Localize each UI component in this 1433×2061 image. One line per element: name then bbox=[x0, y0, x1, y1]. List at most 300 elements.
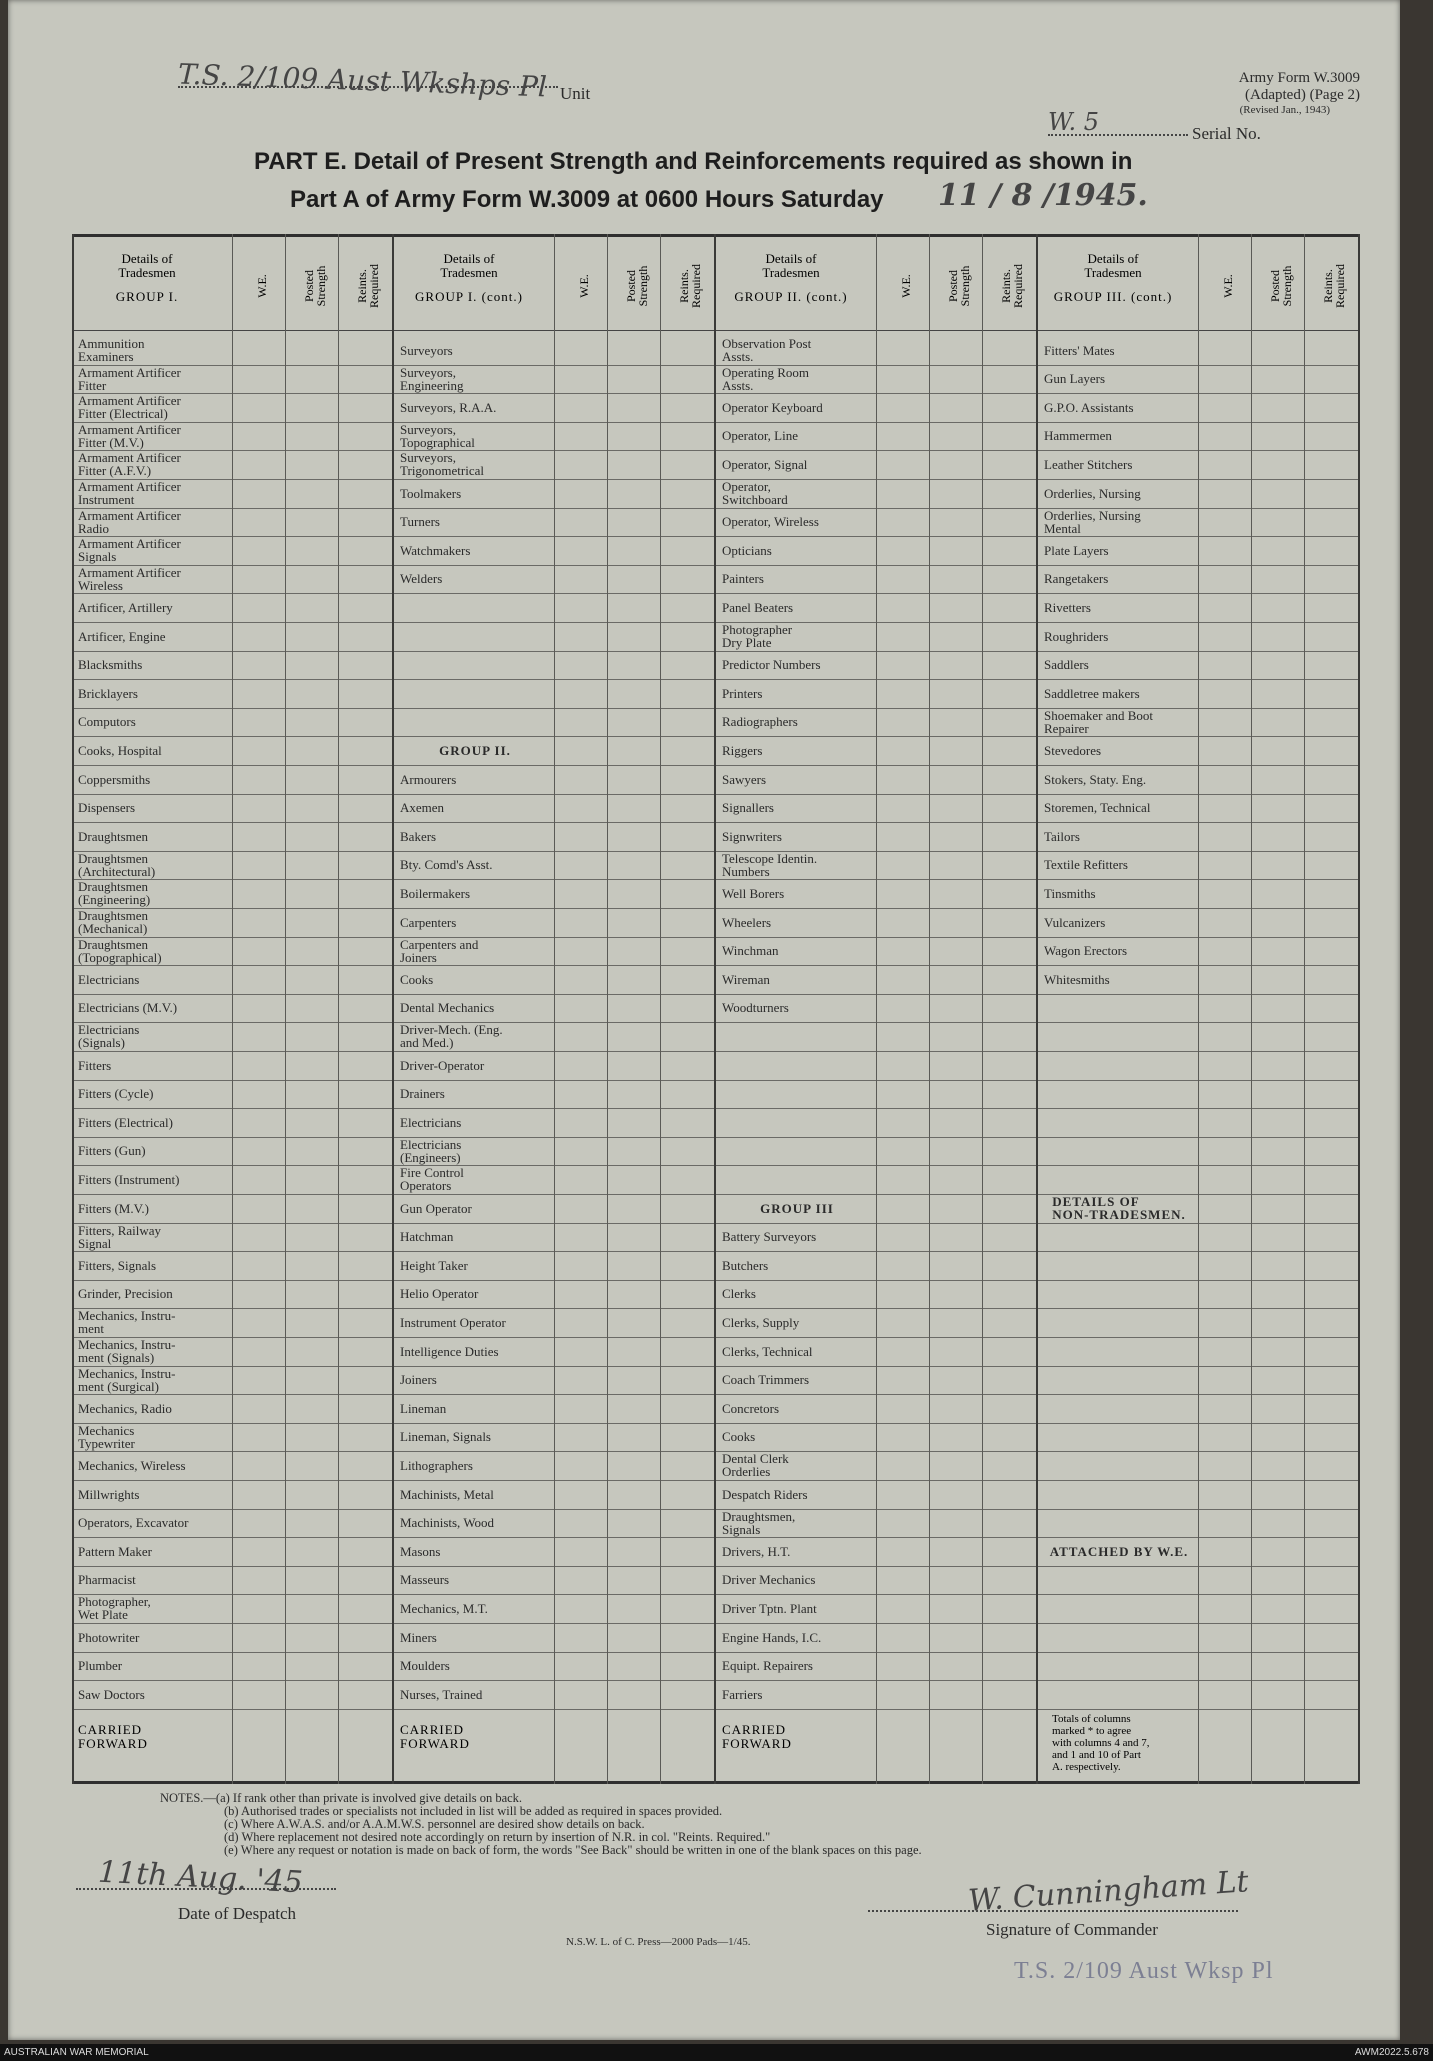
column-divider bbox=[1358, 234, 1360, 1784]
trade-label: Artificer, Artillery bbox=[78, 599, 173, 615]
trade-label: Clerks bbox=[722, 1286, 756, 1302]
table-row bbox=[72, 1251, 394, 1281]
trade-label: Radiographers bbox=[722, 714, 798, 730]
table-row bbox=[72, 1537, 394, 1567]
group-subheading: ATTACHED BY W.E. bbox=[1049, 1543, 1189, 1559]
trade-label: Height Taker bbox=[400, 1257, 468, 1273]
unit-label: Unit bbox=[560, 84, 591, 103]
trade-label: Surveyors, Engineering bbox=[400, 364, 464, 393]
trade-label bbox=[1044, 1137, 1194, 1165]
column-divider bbox=[232, 234, 233, 1784]
table-row bbox=[716, 1451, 1038, 1481]
table-row bbox=[394, 1223, 716, 1253]
posted-strength-header bbox=[611, 246, 663, 326]
table-row bbox=[716, 1623, 1038, 1653]
table-row bbox=[72, 822, 394, 852]
trade-label: Wheelers bbox=[722, 914, 772, 930]
trade-label: G.P.O. Assistants bbox=[1044, 399, 1134, 415]
table-row bbox=[72, 736, 394, 766]
trade-label: Armament Artificer Wireless bbox=[78, 564, 181, 593]
table-row bbox=[72, 708, 394, 738]
trade-label: Draughtsmen bbox=[78, 828, 149, 844]
trade-label: Pattern Maker bbox=[78, 1543, 153, 1559]
trade-label: Turners bbox=[400, 514, 440, 530]
column-header-details bbox=[716, 252, 866, 304]
table-row bbox=[1038, 1022, 1360, 1052]
trade-label: Electricians (M.V.) bbox=[78, 1000, 178, 1016]
table-row bbox=[716, 1080, 1038, 1110]
table-row bbox=[1038, 1394, 1360, 1424]
trade-label: Joiners bbox=[400, 1372, 437, 1388]
strength-table bbox=[72, 234, 1360, 1784]
table-row bbox=[716, 765, 1038, 795]
table-row bbox=[1038, 679, 1360, 709]
group-title: GROUP III. (cont.) bbox=[1053, 289, 1173, 304]
table-row bbox=[72, 365, 394, 395]
table-row bbox=[1038, 1480, 1360, 1510]
trade-label bbox=[722, 1137, 872, 1165]
trade-label bbox=[1044, 1623, 1194, 1651]
note-c: (c) Where A.W.A.S. and/or A.A.M.W.S. personnel are desired show details on back. bbox=[224, 1817, 645, 1831]
trade-label: Storemen, Technical bbox=[1044, 800, 1151, 816]
trade-label: Mechanics, Instru- ment bbox=[78, 1308, 176, 1337]
table-row bbox=[1038, 794, 1360, 824]
table-row bbox=[72, 679, 394, 709]
group-subheading: DETAILS OF NON-TRADESMEN. bbox=[1052, 1194, 1186, 1222]
we-header bbox=[236, 246, 288, 326]
table-row bbox=[1038, 1108, 1360, 1138]
signature-dotted-line bbox=[868, 1910, 1238, 1912]
table-row bbox=[716, 1251, 1038, 1281]
trade-label: Dental Mechanics bbox=[400, 1000, 495, 1016]
trade-label: Fitters (M.V.) bbox=[78, 1200, 149, 1216]
column-header bbox=[1038, 234, 1360, 331]
trade-label: Plumber bbox=[78, 1658, 123, 1674]
table-row bbox=[394, 1509, 716, 1539]
table-row bbox=[394, 937, 716, 967]
reints-required-header-text: Reints. Required bbox=[1321, 264, 1347, 308]
reints-required-header-text: Reints. Required bbox=[355, 264, 381, 308]
trade-label: Carpenters and Joiners bbox=[400, 936, 479, 965]
trade-label bbox=[1044, 1051, 1194, 1079]
table-row bbox=[72, 508, 394, 538]
trade-label bbox=[722, 1080, 872, 1108]
table-row bbox=[1038, 851, 1360, 881]
table-row bbox=[716, 450, 1038, 480]
table-row bbox=[1038, 879, 1360, 909]
trade-label bbox=[722, 1165, 872, 1193]
table-row bbox=[394, 565, 716, 595]
table-row bbox=[72, 1194, 394, 1224]
trade-label: Tailors bbox=[1044, 828, 1080, 844]
table-row bbox=[394, 1108, 716, 1138]
table-row bbox=[1038, 908, 1360, 938]
trade-label: Ammunition Examiners bbox=[78, 336, 145, 364]
table-row bbox=[716, 1108, 1038, 1138]
trade-label bbox=[722, 1051, 872, 1079]
table-row bbox=[72, 593, 394, 623]
table-row bbox=[716, 1366, 1038, 1396]
trade-label: Surveyors bbox=[400, 342, 453, 358]
details-of-tradesmen-label: Details of Tradesmen bbox=[440, 251, 498, 280]
trade-label: Draughtsmen (Topographical) bbox=[78, 936, 162, 965]
trade-label: Battery Surveyors bbox=[722, 1229, 817, 1245]
trade-label: Roughriders bbox=[1044, 628, 1109, 644]
table-row bbox=[72, 1394, 394, 1424]
serial-handwritten: W. 5 bbox=[1048, 108, 1099, 136]
trade-label: Dental Clerk Orderlies bbox=[722, 1451, 789, 1480]
table-row bbox=[716, 908, 1038, 938]
trade-label: Fitters (Instrument) bbox=[78, 1171, 180, 1187]
table-row bbox=[394, 1537, 716, 1567]
table-column-2 bbox=[394, 234, 716, 1784]
trade-label: Cooks bbox=[722, 1429, 756, 1445]
table-row bbox=[1038, 1680, 1360, 1710]
trade-label: Fitters bbox=[78, 1057, 112, 1073]
trade-label bbox=[722, 1022, 872, 1050]
table-row bbox=[1038, 365, 1360, 395]
table-row bbox=[394, 393, 716, 423]
table-row bbox=[394, 1165, 716, 1195]
table-row bbox=[72, 1108, 394, 1138]
table-row bbox=[1038, 1223, 1360, 1253]
trade-label bbox=[1044, 1451, 1194, 1479]
column-header bbox=[394, 234, 716, 331]
trade-label: Driver-Operator bbox=[400, 1057, 485, 1073]
trade-label: Winchman bbox=[722, 943, 779, 959]
trade-label: Vulcanizers bbox=[1044, 914, 1106, 930]
table-row bbox=[716, 736, 1038, 766]
trade-label: Blacksmiths bbox=[78, 657, 143, 673]
trade-label: Armourers bbox=[400, 771, 457, 787]
table-row bbox=[716, 593, 1038, 623]
trade-label: Armament Artificer Radio bbox=[78, 507, 181, 536]
trade-label: Electricians (Signals) bbox=[78, 1022, 140, 1051]
trade-label: Masons bbox=[400, 1543, 441, 1559]
trade-label: Machinists, Wood bbox=[400, 1515, 495, 1531]
trade-label: Clerks, Technical bbox=[722, 1343, 813, 1359]
trade-label: Bakers bbox=[400, 828, 437, 844]
table-row bbox=[716, 1680, 1038, 1710]
table-row bbox=[72, 965, 394, 995]
trade-label: Stokers, Staty. Eng. bbox=[1044, 771, 1147, 787]
form-line-3: (Revised Jan., 1943) bbox=[1239, 104, 1330, 116]
page-title-line-1: PART E. Detail of Present Strength and Reinforcements required as shown in bbox=[254, 148, 1133, 175]
trade-label: Lithographers bbox=[400, 1457, 473, 1473]
note-e: (e) Where any request or notation is made on back of form, the words "See Back" should be written in one of the blank spaces on this page. bbox=[224, 1843, 922, 1857]
table-row bbox=[72, 1509, 394, 1539]
table-row bbox=[394, 1251, 716, 1281]
table-row bbox=[72, 1337, 394, 1367]
trade-label: Moulders bbox=[400, 1658, 450, 1674]
table-row bbox=[394, 851, 716, 881]
details-of-tradesmen-label: Details of Tradesmen bbox=[1084, 251, 1142, 280]
trade-label: Painters bbox=[722, 571, 764, 587]
table-row bbox=[1038, 708, 1360, 738]
table-row bbox=[716, 1051, 1038, 1081]
trade-label bbox=[1044, 1280, 1194, 1308]
table-row bbox=[716, 622, 1038, 652]
column-divider bbox=[876, 234, 877, 1784]
trade-label: Grinder, Precision bbox=[78, 1286, 173, 1302]
group-title: GROUP II. (cont.) bbox=[734, 289, 848, 304]
reints-required-header bbox=[342, 246, 394, 326]
table-row bbox=[394, 1623, 716, 1653]
table-row bbox=[716, 422, 1038, 452]
despatch-label: Date of Despatch bbox=[178, 1904, 297, 1923]
table-row bbox=[1038, 1623, 1360, 1653]
column-divider bbox=[1304, 234, 1305, 1784]
column-divider bbox=[982, 234, 983, 1784]
despatch-date-handwritten: 11th Aug. '45 bbox=[97, 1854, 304, 1901]
trade-label: Driver Tptn. Plant bbox=[722, 1600, 817, 1616]
trade-label bbox=[1044, 1022, 1194, 1050]
table-row bbox=[1038, 736, 1360, 766]
date-handwritten bbox=[938, 178, 1148, 213]
trade-label: Toolmakers bbox=[400, 485, 462, 501]
trade-label bbox=[722, 1108, 872, 1136]
table-row bbox=[716, 794, 1038, 824]
table-row bbox=[716, 965, 1038, 995]
we-header-text: W.E. bbox=[1221, 274, 1235, 298]
trade-label: Riggers bbox=[722, 742, 763, 758]
trade-label: Nurses, Trained bbox=[400, 1686, 483, 1702]
trade-label: Axemen bbox=[400, 800, 445, 816]
table-row bbox=[716, 994, 1038, 1024]
table-row bbox=[716, 851, 1038, 881]
group-subheading: GROUP III bbox=[760, 1200, 834, 1216]
table-row bbox=[716, 1308, 1038, 1338]
trade-label: Cooks, Hospital bbox=[78, 742, 162, 758]
date-value: 11 / 8 /194 bbox=[938, 178, 1117, 213]
trade-label: Concretors bbox=[722, 1400, 780, 1416]
form-sheet bbox=[8, 0, 1400, 2040]
table-row bbox=[394, 765, 716, 795]
unit-dotted-line bbox=[178, 86, 558, 88]
trade-label: Sawyers bbox=[722, 771, 767, 787]
trade-label bbox=[1044, 1423, 1194, 1451]
table-row bbox=[1038, 536, 1360, 566]
table-row bbox=[72, 1137, 394, 1167]
we-header bbox=[558, 246, 610, 326]
column-divider bbox=[285, 234, 286, 1784]
trade-label: Farriers bbox=[722, 1686, 763, 1702]
trade-label: Textile Refitters bbox=[1044, 857, 1128, 873]
table-row bbox=[716, 679, 1038, 709]
trade-label bbox=[1044, 1394, 1194, 1422]
table-row bbox=[1038, 1308, 1360, 1338]
trade-label: Hammermen bbox=[1044, 428, 1112, 444]
posted-strength-header bbox=[1255, 246, 1307, 326]
table-row bbox=[716, 565, 1038, 595]
table-row bbox=[72, 336, 394, 366]
trade-label: Armament Artificer Signals bbox=[78, 536, 181, 565]
table-row bbox=[394, 1680, 716, 1710]
table-row bbox=[394, 1394, 716, 1424]
trade-label: Operating Room Assts. bbox=[722, 364, 810, 393]
unit-handwritten: T.S. 2/109 Aust Wkshps Pl bbox=[177, 57, 548, 104]
table-row bbox=[394, 1480, 716, 1510]
trade-label bbox=[1044, 994, 1194, 1022]
details-of-tradesmen-label: Details of Tradesmen bbox=[118, 251, 176, 280]
table-row bbox=[72, 1566, 394, 1596]
table-row bbox=[394, 1194, 716, 1224]
table-row bbox=[72, 422, 394, 452]
table-row bbox=[394, 365, 716, 395]
we-header bbox=[1202, 246, 1254, 326]
table-row bbox=[72, 1022, 394, 1052]
trade-label: Draughtsmen (Engineering) bbox=[78, 879, 151, 908]
table-row bbox=[394, 1308, 716, 1338]
trade-label: Draughtsmen (Architectural) bbox=[78, 850, 156, 879]
table-row bbox=[716, 879, 1038, 909]
trade-label: Hatchman bbox=[400, 1229, 454, 1245]
trade-label: Carpenters bbox=[400, 914, 457, 930]
table-row bbox=[394, 679, 716, 709]
column-header-details bbox=[72, 252, 222, 304]
table-row bbox=[716, 1022, 1038, 1052]
column-divider bbox=[607, 234, 608, 1784]
table-row bbox=[394, 1280, 716, 1310]
table-row bbox=[1038, 965, 1360, 995]
table-row bbox=[394, 822, 716, 852]
trade-label bbox=[400, 622, 550, 650]
table-row bbox=[394, 536, 716, 566]
table-row bbox=[394, 593, 716, 623]
trade-label: Watchmakers bbox=[400, 542, 471, 558]
date-year-hand: 5 bbox=[1116, 178, 1138, 213]
table-row bbox=[1038, 336, 1360, 366]
trade-label: Plate Layers bbox=[1044, 542, 1109, 558]
trade-label: Mechanics, Radio bbox=[78, 1400, 172, 1416]
table-row bbox=[716, 708, 1038, 738]
posted-strength-header bbox=[289, 246, 341, 326]
column-divider bbox=[1198, 234, 1199, 1784]
trade-label: Rivetters bbox=[1044, 599, 1091, 615]
trade-label: Stevedores bbox=[1044, 742, 1102, 758]
table-row bbox=[394, 908, 716, 938]
trade-label: Woodturners bbox=[722, 1000, 789, 1016]
table-row bbox=[72, 393, 394, 423]
posted-strength-header-text: Posted Strength bbox=[946, 265, 972, 307]
table-row bbox=[72, 1366, 394, 1396]
trade-label: Instrument Operator bbox=[400, 1314, 506, 1330]
note-a: NOTES.—(a) If rank other than private is involved give details on back. bbox=[160, 1791, 523, 1805]
posted-strength-header-text: Posted Strength bbox=[1268, 265, 1294, 307]
trade-label: Photographer Dry Plate bbox=[722, 622, 793, 650]
table-row bbox=[394, 994, 716, 1024]
trade-label bbox=[400, 593, 550, 621]
trade-label: Mechanics, M.T. bbox=[400, 1600, 488, 1616]
carried-forward-label: CARRIED FORWARD bbox=[78, 1721, 148, 1751]
trade-label: Gun Layers bbox=[1044, 371, 1106, 387]
carried-forward-label: CARRIED FORWARD bbox=[400, 1721, 470, 1751]
table-row bbox=[1038, 937, 1360, 967]
table-row bbox=[72, 1080, 394, 1110]
credit-bar bbox=[0, 2044, 1433, 2061]
table-column-1 bbox=[72, 234, 394, 1784]
table-row bbox=[72, 1165, 394, 1195]
table-row bbox=[394, 1594, 716, 1624]
table-row bbox=[1038, 508, 1360, 538]
credit-right: AWM2022.5.678 bbox=[1354, 2047, 1429, 2058]
trade-label: Operators, Excavator bbox=[78, 1515, 189, 1531]
table-row bbox=[72, 1652, 394, 1682]
table-row bbox=[394, 794, 716, 824]
table-column-3 bbox=[716, 234, 1038, 1784]
table-row bbox=[1038, 765, 1360, 795]
trade-label: Lineman bbox=[400, 1400, 447, 1416]
trade-label bbox=[1044, 1566, 1194, 1594]
despatch-dotted-line bbox=[76, 1888, 336, 1890]
note-d: (d) Where replacement not desired note accordingly on return by insertion of N.R. in col. "Reints. Required." bbox=[224, 1830, 771, 1844]
table-row bbox=[72, 1680, 394, 1710]
trade-label: Well Borers bbox=[722, 885, 785, 901]
we-header bbox=[880, 246, 932, 326]
table-row bbox=[72, 651, 394, 681]
table-row bbox=[72, 765, 394, 795]
table-row bbox=[394, 708, 716, 738]
table-row bbox=[716, 1337, 1038, 1367]
table-row bbox=[1038, 479, 1360, 509]
trade-label: Fitters (Electrical) bbox=[78, 1114, 173, 1130]
trade-label: Printers bbox=[722, 685, 763, 701]
table-row bbox=[394, 508, 716, 538]
trade-label: Armament Artificer Fitter bbox=[78, 364, 181, 393]
table-row bbox=[1038, 1194, 1360, 1224]
trade-label: Driver-Mech. (Eng. and Med.) bbox=[400, 1022, 503, 1051]
note-b: (b) Authorised trades or specialists not included in list will be added as required in spaces provided. bbox=[224, 1804, 723, 1818]
table-row bbox=[716, 1137, 1038, 1167]
trade-label: Coppersmiths bbox=[78, 771, 151, 787]
trade-label bbox=[400, 679, 550, 707]
trade-label bbox=[1044, 1165, 1194, 1193]
table-row bbox=[716, 1194, 1038, 1224]
table-row bbox=[72, 794, 394, 824]
trade-label: Fitters, Signals bbox=[78, 1257, 157, 1273]
trade-label: Fire Control Operators bbox=[400, 1165, 464, 1194]
trade-label: Electricians bbox=[400, 1114, 462, 1130]
table-row bbox=[72, 479, 394, 509]
reints-required-header-text: Reints. Required bbox=[999, 264, 1025, 308]
trade-label: Clerks, Supply bbox=[722, 1314, 800, 1330]
trade-label: Operator, Signal bbox=[722, 456, 808, 472]
trade-label bbox=[1044, 1080, 1194, 1108]
table-row bbox=[716, 651, 1038, 681]
table-row bbox=[394, 1022, 716, 1052]
table-row bbox=[394, 965, 716, 995]
trade-label: Fitters' Mates bbox=[1044, 342, 1115, 358]
table-row bbox=[72, 622, 394, 652]
table-row bbox=[716, 536, 1038, 566]
trade-label: Pharmacist bbox=[78, 1572, 136, 1588]
form-designation bbox=[1100, 70, 1360, 116]
table-row bbox=[1038, 994, 1360, 1024]
table-row bbox=[1038, 393, 1360, 423]
table-row bbox=[716, 1509, 1038, 1539]
table-row bbox=[72, 994, 394, 1024]
table-row bbox=[394, 879, 716, 909]
reints-required-header bbox=[664, 246, 716, 326]
trade-label: Tinsmiths bbox=[1044, 885, 1096, 901]
table-row bbox=[1038, 1652, 1360, 1682]
reints-required-header-text: Reints. Required bbox=[677, 264, 703, 308]
trade-label: Rangetakers bbox=[1044, 571, 1109, 587]
table-row bbox=[394, 450, 716, 480]
table-row bbox=[394, 336, 716, 366]
table-row bbox=[394, 1080, 716, 1110]
table-row bbox=[716, 508, 1038, 538]
